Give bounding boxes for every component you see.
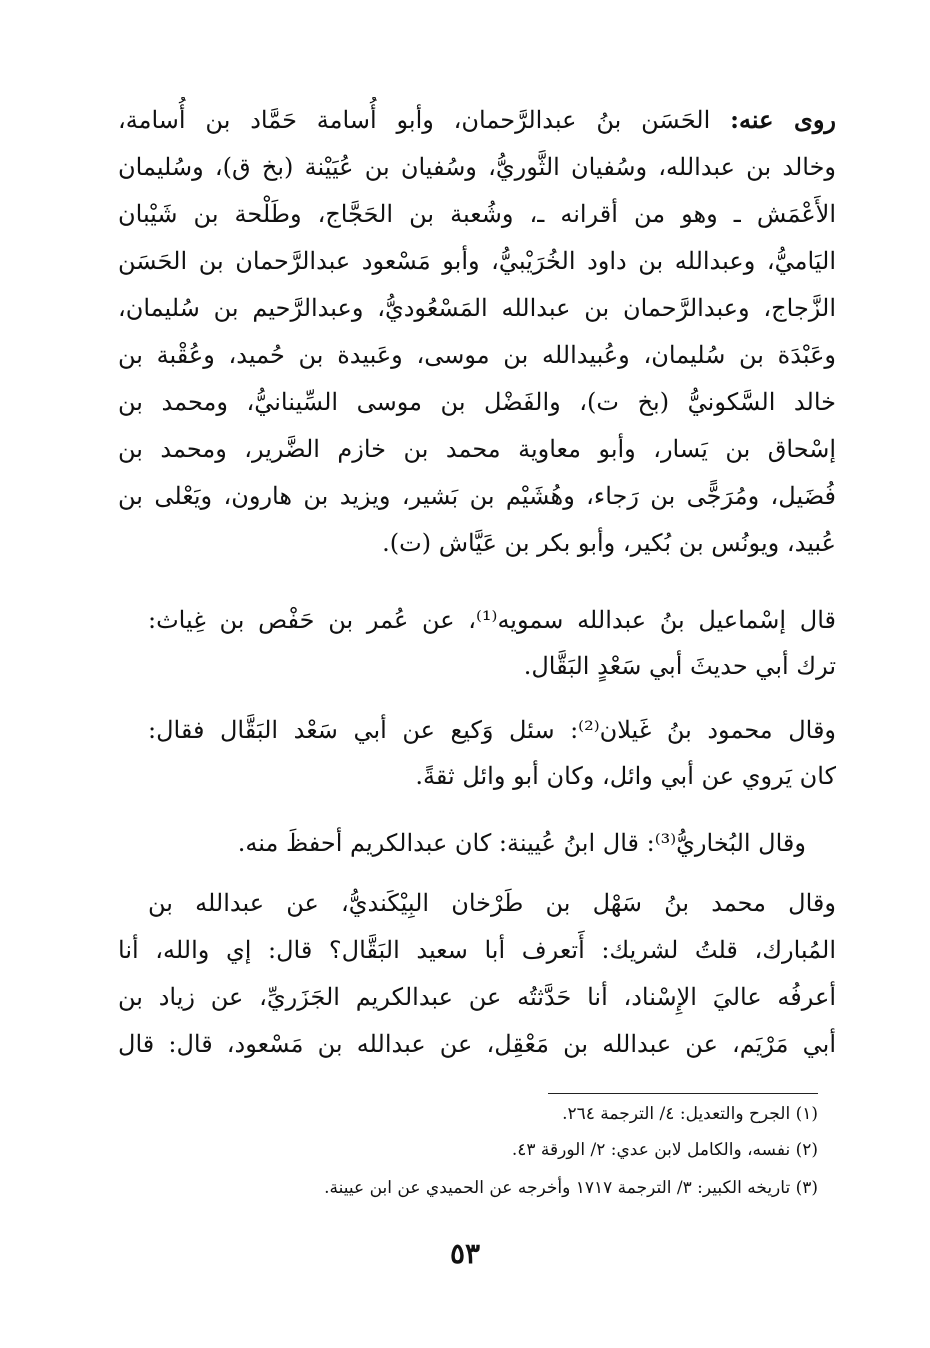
footnote-1: (١) الجرح والتعديل: ٤/ الترجمة ٢٦٤. bbox=[562, 1104, 818, 1124]
text-line: فُضَيل، ومُرَجًّى بن رَجاء، وهُشَيْم بن بَشير، ويزيد بن هارون، ويَعْلى بن bbox=[118, 482, 836, 510]
text-line: وقال محمود بنُ غَيلان⁽²⁾: سئل وَكيع عن أبي سَعْد البَقَّال فقال: bbox=[148, 716, 836, 744]
text-line: ترك أبي حديثَ أبي سَعْدٍ البَقَّال. bbox=[523, 652, 836, 680]
text-line: وقال محمد بنُ سَهْل بن طَرْخان البِيْكَنديُّ، عن عبدالله بن bbox=[148, 889, 836, 917]
text-line: الأَعْمَش ـ وهو من أقرانه ـ، وشُعبة بن الحَجَّاج، وطَلْحة بن شَيْبان bbox=[118, 200, 836, 228]
text-line: أبي مَرْيَم، عن عبدالله بن مَعْقِل، عن عبدالله بن مَسْعود، قال: قال bbox=[118, 1030, 836, 1058]
text-line: وقال البُخاريُّ⁽³⁾: قال ابنُ عُيينة: كان عبدالكريم أحفظَ منه. bbox=[237, 829, 806, 857]
footnote-2: (٢) نفسه، والكامل لابن عدي: ٢/ الورقة ٤٣. bbox=[511, 1140, 818, 1160]
text-line: وعَبْدَة بن سُليمان، وعُبيدالله بن موسى، وعَبيدة بن حُميد، وعُقْبة بن bbox=[118, 341, 836, 369]
footnote-3: (٣) تاريخه الكبير: ٣/ الترجمة ١٧١٧ وأخرجه عن الحميدي عن ابن عيينة. bbox=[324, 1178, 818, 1198]
text-line: إسْحاق بن يَسار، وأبو معاوية محمد بن خازم الضَّرير، ومحمد بن bbox=[118, 435, 836, 463]
text-line: المُبارك، قلتُ لشريك: أَتعرف أبا سعيد البَقَّال؟ قال: إي والله، أنا bbox=[118, 936, 836, 964]
text-line: أعرفُه عاليَ الإِسْناد، أنا حَدَّثتُه عن عبدالكريم الجَزَريِّ، عن زياد بن bbox=[118, 983, 836, 1011]
page-number: ٥٣ bbox=[449, 1237, 481, 1270]
footnote-separator bbox=[548, 1093, 818, 1094]
text-line: روى عنه: الحَسَن بنُ عبدالرَّحمان، وأبو أُسامة حَمَّاد بن أُسامة، bbox=[118, 105, 836, 134]
text-line: عُبيد، ويونُس بن بُكير، وأبو بكر بن عَيَّاش (ت). bbox=[382, 529, 836, 557]
text-line: قال إسْماعيل بنُ عبدالله سمويه⁽¹⁾، عن عُمر بن حَفْص بن غِياث: bbox=[148, 606, 836, 634]
text-line: الزَّجاج، وعبدالرَّحمان بن عبدالله المَسْعُوديُّ، وعبدالرَّحيم بن سُليمان، bbox=[118, 294, 836, 322]
text-line: خالد السَّكونيُّ (بخ ت)، والفَضْل بن موسى السِّينانيُّ، ومحمد بن bbox=[118, 388, 836, 416]
text-line: وخالد بن عبدالله، وسُفيان الثَّوريُّ، وسُفيان بن عُيَيْنة (بخ ق)، وسُليمان bbox=[118, 153, 836, 181]
narrators-lead-label: روى عنه: bbox=[730, 105, 836, 134]
text-line: كان يَروي عن أبي وائل، وكان أبو وائل ثقةً. bbox=[415, 762, 836, 790]
text-line: اليَاميُّ، وعبدالله بن داود الخُرَيْبيُّ، وأبو مَسْعود عبدالرَّحمان بن الحَسَن bbox=[118, 247, 836, 275]
